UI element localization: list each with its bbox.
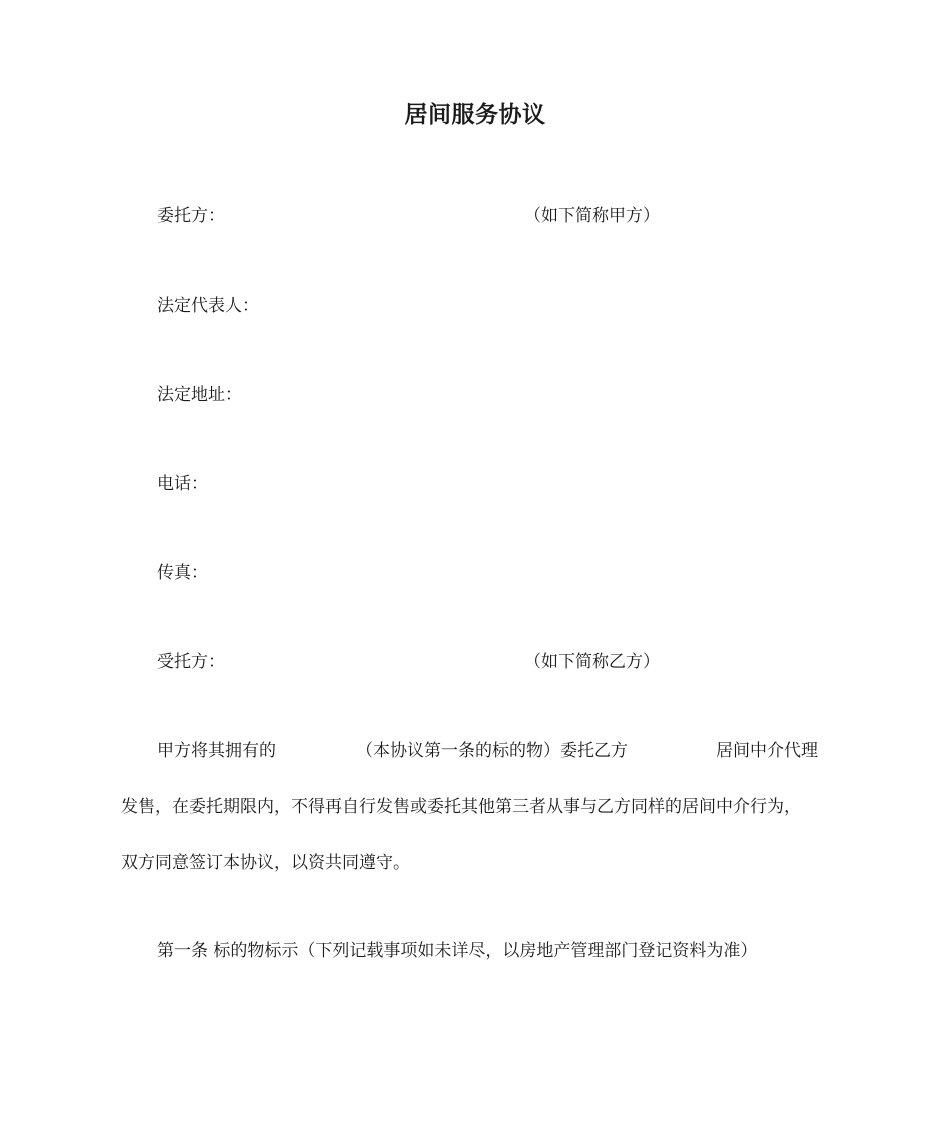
paragraph-1-part-3: 居间中介代理 [716, 741, 818, 761]
paragraph-1-line-2: 发售，在委托期限内，不得再自行发售或委托其他第三者从事与乙方同样的居间中介行为， [121, 797, 801, 817]
principal-label: 委托方： [157, 206, 225, 226]
paragraph-1-part-2: （本协议第一条的标的物）委托乙方 [356, 741, 628, 761]
agent-label: 受托方： [157, 652, 225, 672]
principal-note: （如下简称甲方） [524, 206, 660, 226]
article-1-heading: 第一条 标的物标示（下列记载事项如未详尽，以房地产管理部门登记资料为准） [157, 941, 758, 961]
legal-address-label: 法定地址： [157, 385, 242, 405]
paragraph-1-line-3: 双方同意签订本协议，以资共同遵守。 [121, 853, 410, 873]
agent-note: （如下简称乙方） [524, 652, 660, 672]
phone-label: 电话： [157, 474, 208, 494]
fax-label: 传真： [157, 563, 208, 583]
paragraph-1-part-1: 甲方将其拥有的 [157, 741, 276, 761]
legal-representative-label: 法定代表人： [157, 296, 259, 316]
document-title: 居间服务协议 [404, 102, 546, 128]
